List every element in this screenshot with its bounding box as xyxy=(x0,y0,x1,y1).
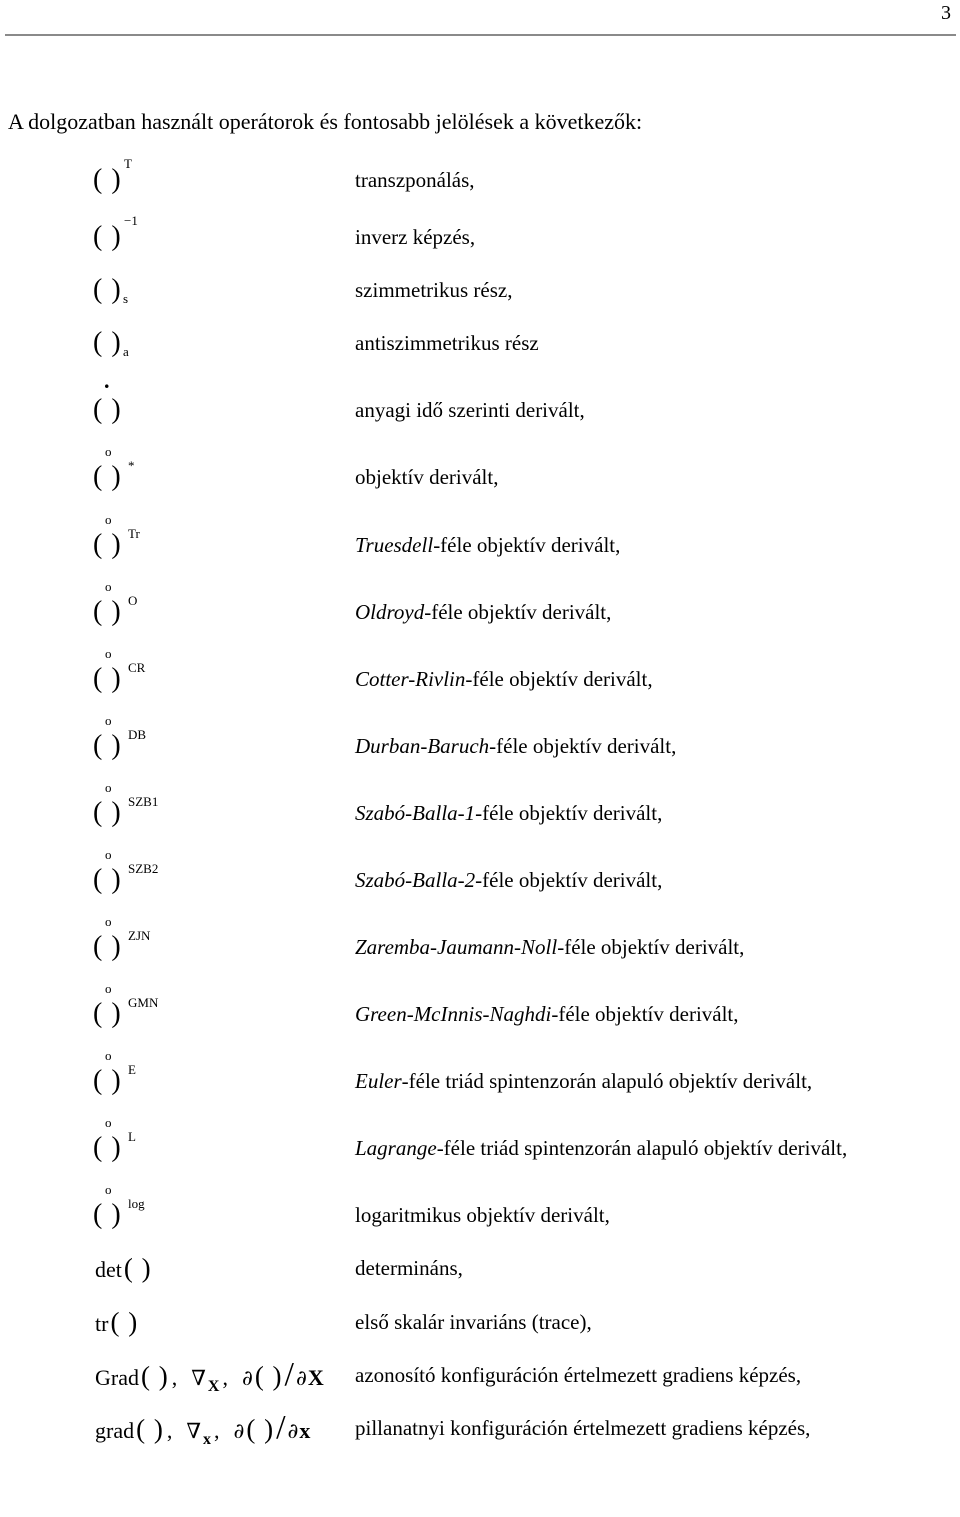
symbol-subscript: a xyxy=(123,344,129,359)
notation-symbol xyxy=(95,1408,310,1448)
symbol-parens: ( ) xyxy=(93,998,122,1029)
symbol-parens: ( ) xyxy=(254,1361,283,1391)
symbol-parens: ( ) xyxy=(140,1361,169,1391)
symbol-superscript: GMN xyxy=(128,995,159,1010)
notation-symbol xyxy=(93,444,333,497)
separator-comma: , xyxy=(214,1418,220,1443)
notation-row xyxy=(0,512,960,565)
notation-symbol xyxy=(93,1048,333,1101)
partial-symbol: ∂ xyxy=(296,1366,307,1390)
trace-operator: tr xyxy=(95,1311,109,1336)
notation-symbol xyxy=(93,981,333,1034)
intro-text: A dolgozatban használt operátorok és fontosabb jelölések a következők: xyxy=(8,109,643,134)
symbol-ring-accent: o xyxy=(105,780,112,795)
notation-description xyxy=(355,860,662,900)
symbol-parens: ( ) xyxy=(93,529,122,560)
nabla-symbol: ∇ xyxy=(191,1366,206,1390)
notation-row xyxy=(0,579,960,632)
notation-symbol xyxy=(95,1248,152,1288)
notation-row xyxy=(0,1355,960,1395)
notation-symbol xyxy=(93,368,333,430)
symbol-ring-accent: o xyxy=(105,713,112,728)
nabla-subscript: X xyxy=(207,1378,220,1395)
notation-description xyxy=(355,994,739,1034)
notation-description xyxy=(355,457,498,497)
symbol-superscript: log xyxy=(128,1196,145,1211)
description-text: -féle objektív derivált, xyxy=(424,600,612,624)
notation-symbol xyxy=(93,512,333,565)
notation-description xyxy=(355,659,653,699)
description-text: -féle objektív derivált, xyxy=(475,801,663,825)
description-text: anyagi idő szerinti derivált, xyxy=(355,398,585,422)
notation-description xyxy=(355,270,512,310)
description-text: logaritmikus objektív derivált, xyxy=(355,1203,610,1227)
symbol-ring-accent: o xyxy=(105,512,112,527)
symbol-parens: ( ) xyxy=(123,1253,152,1283)
symbol-parens: ( ) xyxy=(93,596,122,627)
symbol-superscript: O xyxy=(128,593,138,608)
description-text: -féle objektív derivált, xyxy=(433,533,621,557)
symbol-superscript: SZB1 xyxy=(128,794,159,809)
description-text: -féle triád spintenzorán alapuló objektív derivált, xyxy=(401,1069,813,1093)
description-text: determináns, xyxy=(355,1256,463,1280)
symbol-parens: ( ) xyxy=(93,164,122,195)
description-text: -féle objektív derivált, xyxy=(557,935,745,959)
notation-description xyxy=(355,927,744,967)
description-text: -féle objektív derivált, xyxy=(465,667,653,691)
notation-row xyxy=(0,1048,960,1101)
notation-description xyxy=(355,217,475,257)
symbol-superscript: T xyxy=(124,156,132,171)
symbol-parens: ( ) xyxy=(93,1132,122,1163)
description-text: -féle objektív derivált, xyxy=(489,734,677,758)
symbol-dot-accent: . xyxy=(104,368,110,393)
partial-symbol: ∂ xyxy=(233,1419,245,1443)
symbol-superscript: ZJN xyxy=(128,928,151,943)
description-name: Szabó-Balla-2 xyxy=(355,868,476,892)
symbol-parens: ( ) xyxy=(93,730,122,761)
fraction-slash: / xyxy=(284,1356,294,1393)
description-text: szimmetrikus rész, xyxy=(355,278,513,302)
notation-row xyxy=(0,1302,960,1342)
notation-row xyxy=(0,646,960,699)
notation-row xyxy=(0,213,960,257)
description-name: Cotter-Rivlin xyxy=(355,667,466,691)
description-text: -féle objektív derivált, xyxy=(475,868,663,892)
determinant-operator: det xyxy=(95,1257,122,1282)
symbol-parens: ( ) xyxy=(93,1199,122,1230)
description-text: -féle triád spintenzorán alapuló objektív derivált, xyxy=(436,1136,848,1160)
notation-symbol xyxy=(93,579,333,632)
nabla-subscript: x xyxy=(203,1431,211,1448)
separator-comma: , xyxy=(166,1418,173,1443)
variable-symbol: x xyxy=(299,1418,311,1443)
separator-comma: , xyxy=(222,1365,228,1390)
symbol-parens: ( ) xyxy=(93,864,122,895)
notation-description xyxy=(355,1248,463,1288)
symbol-ring-accent: o xyxy=(105,1182,112,1197)
notation-symbol xyxy=(93,270,333,310)
symbol-ring-accent: o xyxy=(105,847,112,862)
symbol-parens: ( ) xyxy=(93,394,122,425)
symbol-parens: ( ) xyxy=(93,797,122,828)
notation-description xyxy=(355,726,676,766)
description-text: azonosító konfiguráción értelmezett gradiens képzés, xyxy=(355,1363,802,1387)
notation-row xyxy=(0,444,960,497)
notation-symbol xyxy=(93,1115,333,1168)
description-name: Szabó-Balla-1 xyxy=(355,801,476,825)
symbol-ring-accent: o xyxy=(105,1048,112,1063)
symbol-ring-accent: o xyxy=(105,444,112,459)
notation-description xyxy=(355,1195,610,1235)
separator-comma: , xyxy=(171,1365,178,1390)
symbol-superscript: * xyxy=(128,458,135,473)
description-name: Zaremba-Jaumann-Noll xyxy=(355,935,558,959)
notation-symbol xyxy=(93,323,333,363)
symbol-ring-accent: o xyxy=(105,1115,112,1130)
notation-description xyxy=(355,1061,812,1101)
notation-row xyxy=(0,1408,960,1448)
description-text: objektív derivált, xyxy=(355,465,499,489)
notation-row xyxy=(0,270,960,310)
description-text: antiszimmetrikus rész xyxy=(355,331,539,355)
symbol-superscript: −1 xyxy=(124,213,138,228)
notation-symbol xyxy=(93,713,333,766)
notation-description xyxy=(355,793,662,833)
symbol-subscript: s xyxy=(123,291,129,306)
notation-row xyxy=(0,156,960,200)
symbol-parens: ( ) xyxy=(93,327,122,358)
symbol-superscript: SZB2 xyxy=(128,861,159,876)
description-text: -féle objektív derivált, xyxy=(551,1002,739,1026)
notation-symbol xyxy=(93,213,333,257)
symbol-superscript: L xyxy=(128,1129,136,1144)
notation-description xyxy=(355,525,620,565)
header-rule xyxy=(5,34,956,36)
description-name: Euler xyxy=(355,1069,402,1093)
symbol-parens: ( ) xyxy=(110,1307,139,1337)
notation-row xyxy=(0,914,960,967)
notation-symbol xyxy=(93,1182,333,1235)
description-name: Truesdell xyxy=(355,533,434,557)
notation-row xyxy=(0,780,960,833)
description-name: Green-McInnis-Naghdi xyxy=(355,1002,552,1026)
notation-symbol xyxy=(93,156,333,200)
notation-description xyxy=(355,390,585,430)
notation-row xyxy=(0,847,960,900)
symbol-ring-accent: o xyxy=(105,646,112,661)
notation-description xyxy=(355,592,611,632)
symbol-superscript: CR xyxy=(128,660,146,675)
notation-symbol xyxy=(93,847,333,900)
symbol-superscript: Tr xyxy=(128,526,140,541)
notation-row xyxy=(0,1248,960,1288)
symbol-superscript: E xyxy=(128,1062,136,1077)
description-text: első skalár invariáns (trace), xyxy=(355,1310,592,1334)
notation-description xyxy=(355,1408,810,1448)
symbol-parens: ( ) xyxy=(93,274,122,305)
partial-symbol: ∂ xyxy=(241,1366,253,1390)
notation-symbol xyxy=(93,646,333,699)
symbol-parens: ( ) xyxy=(93,461,122,492)
fraction-slash: / xyxy=(276,1409,286,1446)
description-name: Durban-Baruch xyxy=(355,734,490,758)
gradient-operator: grad xyxy=(95,1418,135,1443)
notation-row xyxy=(0,1182,960,1235)
symbol-parens: ( ) xyxy=(136,1414,164,1444)
page-number: 3 xyxy=(941,2,951,24)
symbol-ring-accent: o xyxy=(105,981,112,996)
symbol-parens: ( ) xyxy=(93,663,122,694)
notation-symbol xyxy=(95,1302,138,1342)
description-text: transzponálás, xyxy=(355,168,475,192)
symbol-ring-accent: o xyxy=(105,914,112,929)
notation-description xyxy=(355,1302,592,1342)
symbol-parens: ( ) xyxy=(246,1414,275,1444)
symbol-superscript: DB xyxy=(128,727,147,742)
notation-description xyxy=(355,323,539,363)
partial-symbol: ∂ xyxy=(287,1419,299,1443)
notation-row xyxy=(0,713,960,766)
notation-symbol xyxy=(93,780,333,833)
notation-row xyxy=(0,981,960,1034)
symbol-parens: ( ) xyxy=(93,221,122,252)
gradient-operator: Grad xyxy=(95,1365,139,1390)
nabla-symbol: ∇ xyxy=(186,1419,201,1443)
notation-description xyxy=(355,1355,801,1395)
description-text: inverz képzés, xyxy=(355,225,476,249)
notation-symbol xyxy=(93,914,333,967)
description-text: pillanatnyi konfiguráción értelmezett gradiens képzés, xyxy=(355,1416,811,1440)
notation-description xyxy=(355,1128,847,1168)
symbol-ring-accent: o xyxy=(105,579,112,594)
symbol-parens: ( ) xyxy=(93,1065,122,1096)
notation-row xyxy=(0,368,960,430)
notation-description xyxy=(355,160,475,200)
symbol-parens: ( ) xyxy=(93,931,122,962)
notation-symbol xyxy=(95,1355,324,1395)
notation-row xyxy=(0,323,960,363)
notation-row xyxy=(0,1115,960,1168)
variable-symbol: X xyxy=(307,1365,324,1390)
description-name: Lagrange xyxy=(355,1136,437,1160)
description-name: Oldroyd xyxy=(355,600,425,624)
